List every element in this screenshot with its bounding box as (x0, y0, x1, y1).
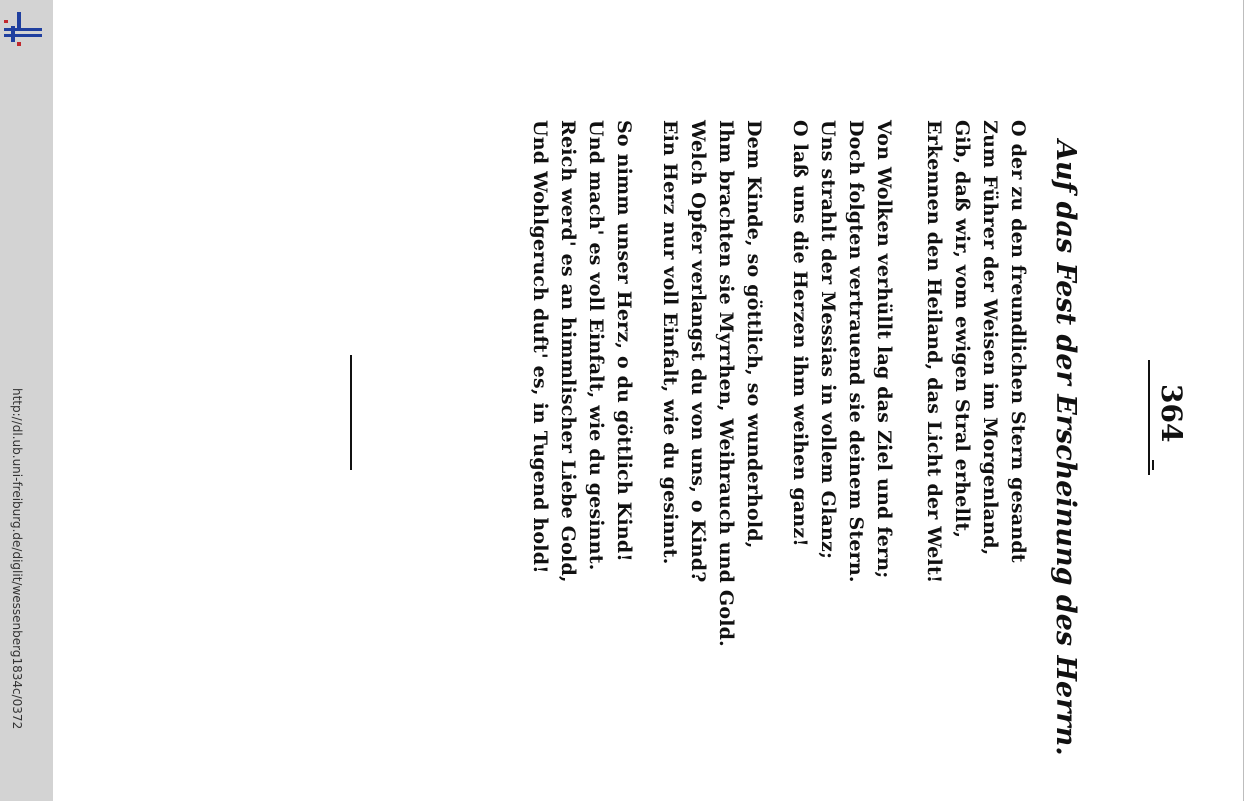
poem-line: Reich werd' es an himmlischer Liebe Gold, (557, 120, 579, 583)
poem-line: O der zu den freundlichen Stern gesandt (1007, 120, 1029, 563)
poem-line: Uns strahlt der Messias in vollem Glanz; (817, 120, 839, 560)
viewer-sidebar (0, 0, 53, 801)
source-url-link[interactable]: http://dl.ub.uni-freiburg.de/diglit/wessenberg1834c/0372 (10, 388, 24, 730)
stanza-1 (920, 120, 1032, 680)
poem-line: Von Wolken verhüllt lag das Ziel und fern; (873, 120, 895, 579)
stanza-3 (656, 120, 768, 680)
stanza-4 (526, 120, 638, 680)
page-edge-divider (1243, 0, 1244, 801)
poem-line: O laß uns die Herzen ihm weihen ganz! (789, 120, 811, 547)
sidebar-source-text (0, 388, 28, 729)
poem-line: Ein Herz nur voll Einfalt, wie du gesinnt. (659, 120, 681, 565)
scanned-page (300, 80, 1200, 756)
poem-line: Erkennen den Heiland, das Licht der Welt! (923, 120, 945, 584)
poem-line: Und Wohlgeruch duft' es, in Tugend hold! (529, 120, 551, 574)
page-number-rule-tick (1152, 460, 1154, 470)
university-logo-icon[interactable] (2, 8, 44, 50)
poem-line: Doch folgten vertrauend sie deinem Stern. (845, 120, 867, 583)
poem-line: Gib, daß wir, vom ewigen Stral erhellt, (951, 120, 973, 539)
page-number-rule (1148, 360, 1150, 475)
poem-line: Welch Opfer verlangst du von uns, o Kind? (687, 120, 709, 583)
poem-title: Auf das Fest der Erscheinung des Herrn. (1050, 140, 1081, 756)
poem-line: Ihm brachten sie Myrrhen, Weihrauch und Gold. (715, 120, 737, 647)
poem-line: Zum Führer der Weisen im Morgenland, (979, 120, 1001, 556)
stanza-2 (786, 120, 898, 680)
poem-line: So nimm unser Herz, o du göttlich Kind! (613, 120, 635, 562)
page-number: 364 (1155, 384, 1188, 443)
closing-rule (350, 355, 352, 470)
poem-line: Dem Kinde, so göttlich, so wunderhold, (743, 120, 765, 549)
poem-line: Und mach' es voll Einfalt, wie du gesinnt. (585, 120, 607, 571)
